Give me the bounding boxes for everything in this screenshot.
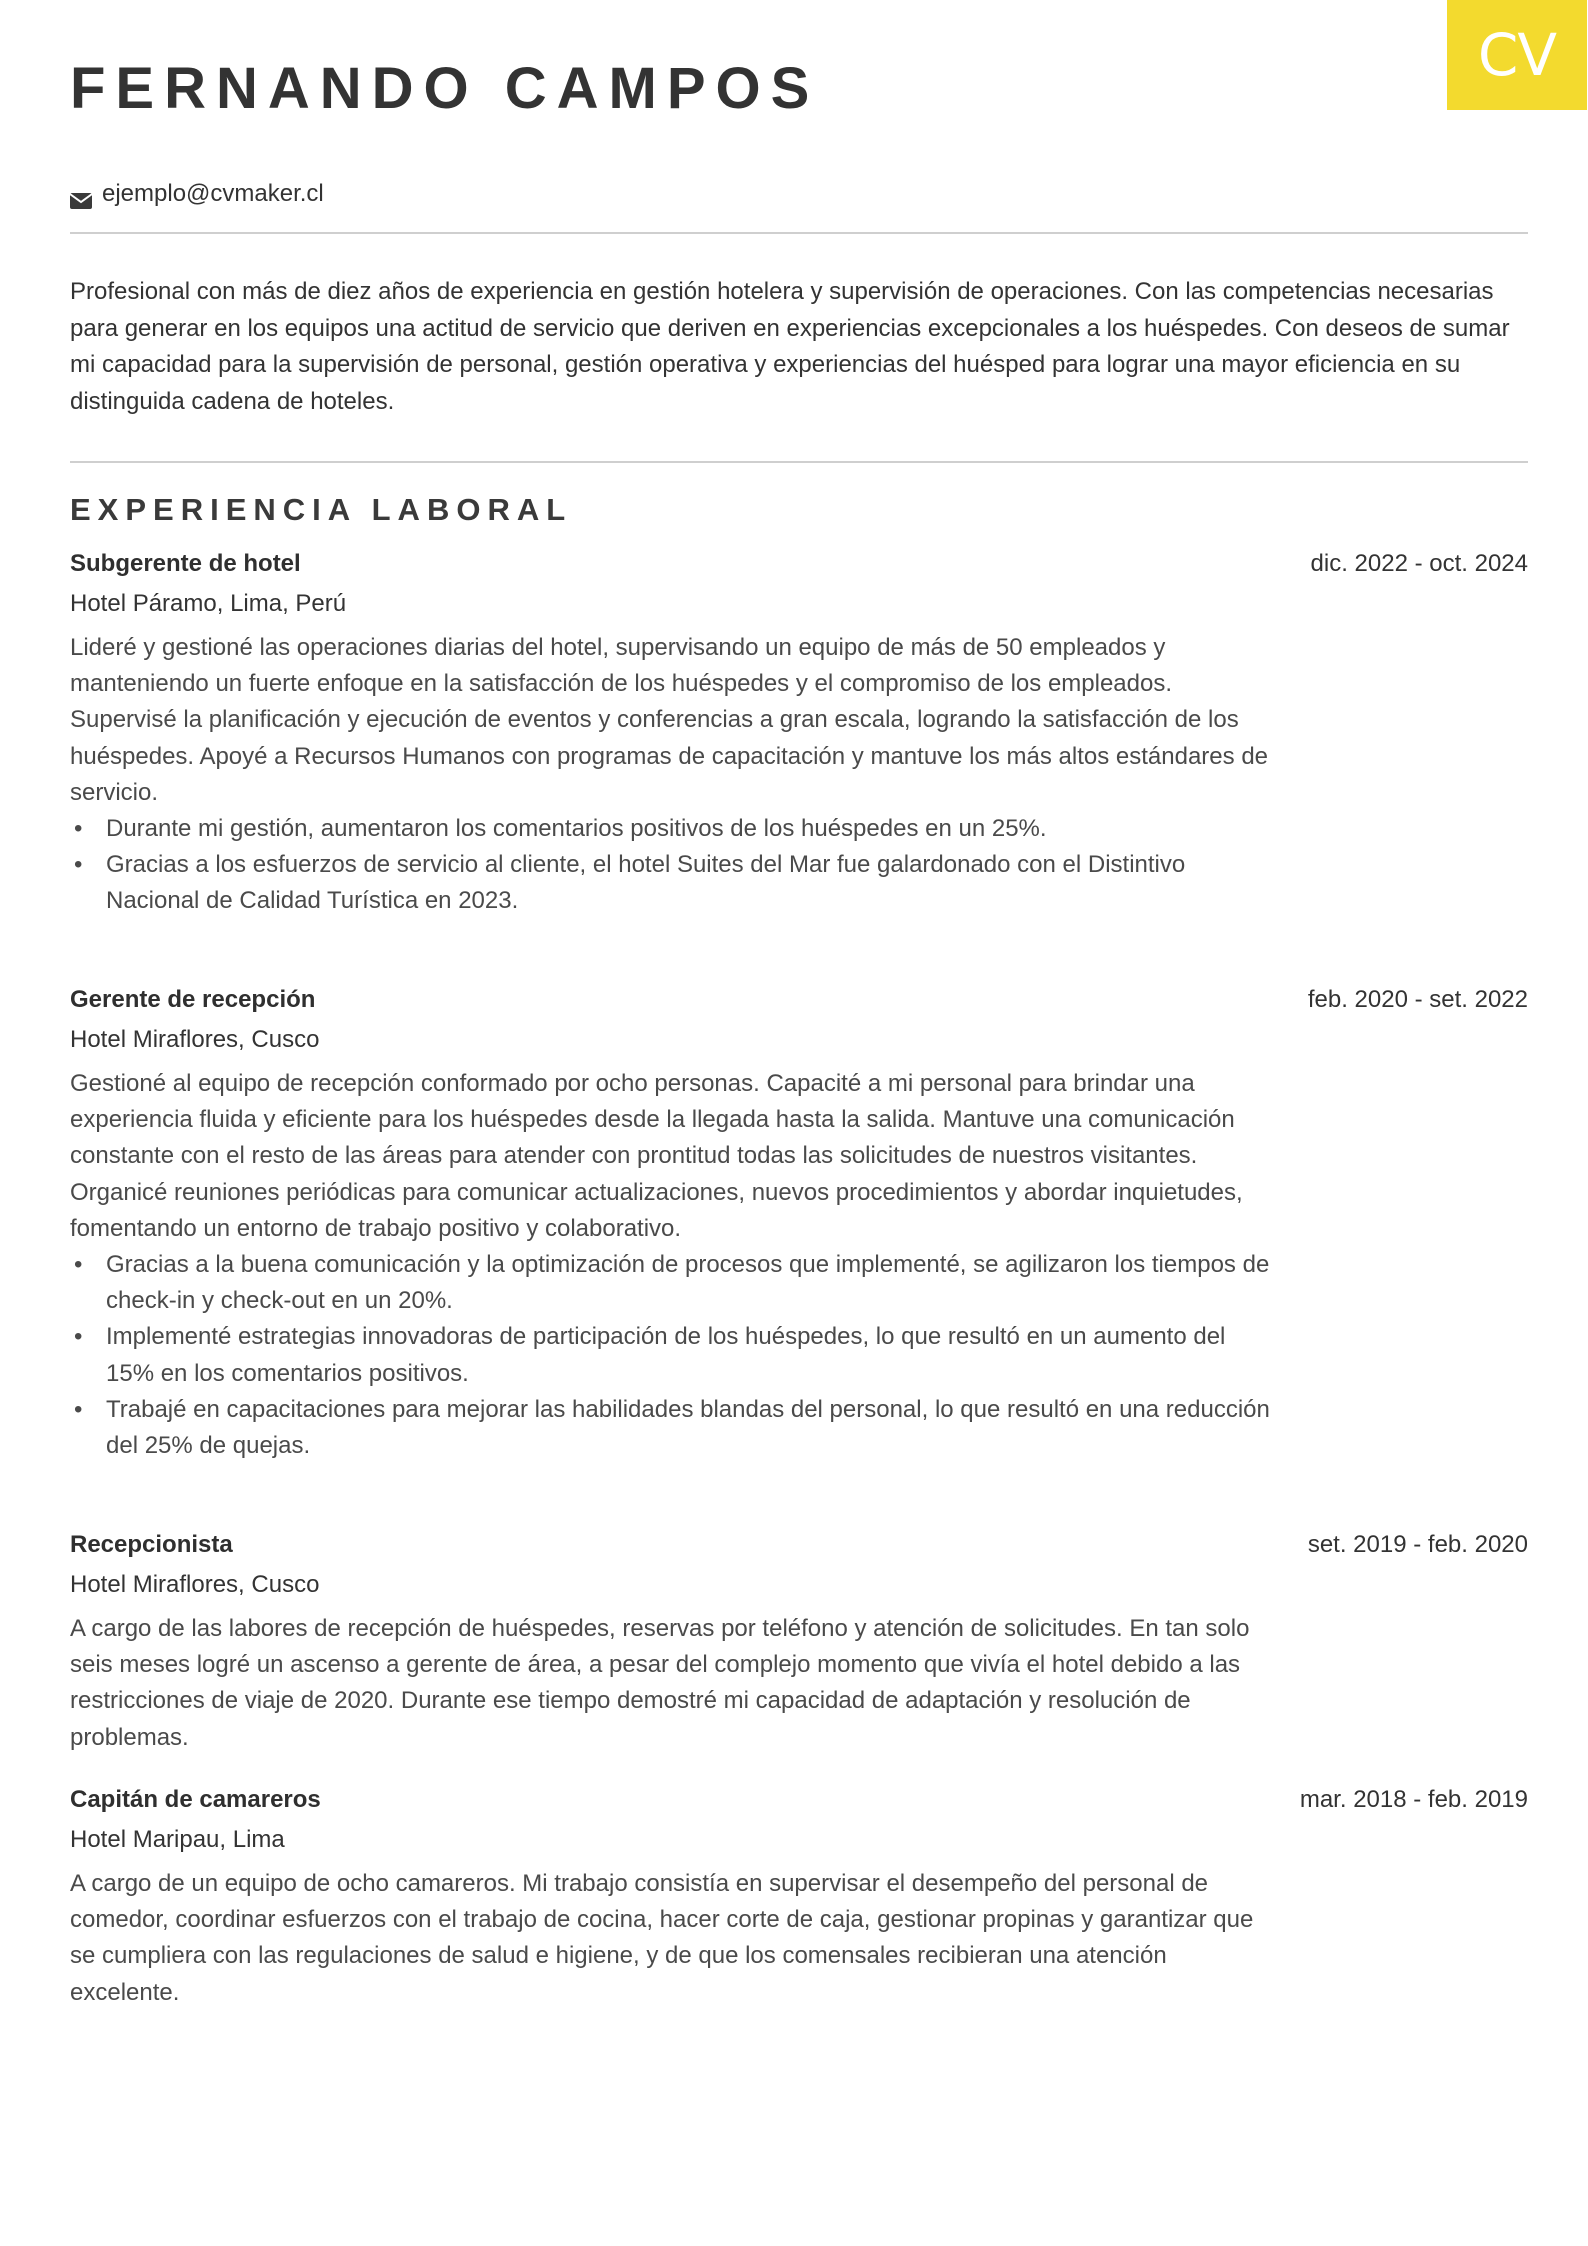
candidate-name: FERNANDO CAMPOS <box>70 56 820 121</box>
achievement-item: • Durante mi gestión, aumentaron los comentarios positivos de los huéspedes en un 25%. <box>70 811 1280 847</box>
job-description: A cargo de las labores de recepción de huéspedes, reservas por teléfono y atención de solicitudes. En tan solo seis meses logré un ascenso a gerente de área, a pesar del complejo momento que vivía el hotel debido a las restricciones de viaje de 2020. Durante ese tiempo demostré mi capacidad de adaptación y resolución de problemas. <box>70 1615 1250 1751</box>
bullet-icon: • <box>74 851 83 879</box>
job-date: feb. 2020 - set. 2022 <box>1307 986 1528 1013</box>
section-title-experience: EXPERIENCIA LABORAL <box>70 492 573 527</box>
achievement-item: • Implementé estrategias innovadoras de participación de los huéspedes, lo que resultó en un aumento del 15% en los comentarios positivos. <box>70 1319 1280 1391</box>
profile-summary: Profesional con más de diez años de experiencia en gestión hotelera y supervisión de operaciones. Con las competencias necesarias para generar en los equipos una actitud de servicio que deriven en experiencias excepcionales a los huéspedes. Con deseos de sumar mi capacidad para la supervisión de personal, gestión operativa y experiencias del huésped para lograr una mayor eficiencia en su distinguida cadena de hoteles. <box>70 278 1510 415</box>
job-entry <box>70 546 1528 920</box>
job-date: mar. 2018 - feb. 2019 <box>1299 1786 1528 1813</box>
achievement-item: • Gracias a la buena comunicación y la optimización de procesos que implementé, se agilizaron los tiempos de check-in y check-out en un 20%. <box>70 1247 1280 1319</box>
envelope-icon <box>70 186 92 202</box>
job-date: dic. 2022 - oct. 2024 <box>1310 550 1528 577</box>
bullet-icon: • <box>74 1323 83 1351</box>
email-text: ejemplo@cvmaker.cl <box>102 180 324 207</box>
job-description: Lideré y gestioné las operaciones diarias del hotel, supervisando un equipo de más de 50 empleados y manteniendo un fuerte enfoque en la satisfacción de los huéspedes y el compromiso de los empleados. Supervisé la planificación y ejecución de eventos y conferencias a gran escala, logrando la satisfacción de los huéspedes. Apoyé a Recursos Humanos con programas de capacitación y mantuve los más altos estándares de servicio. <box>70 634 1269 806</box>
bullet-icon: • <box>74 1251 83 1279</box>
job-entry <box>70 982 1528 1464</box>
bullet-icon: • <box>74 1395 83 1423</box>
job-title: Subgerente de hotel <box>70 550 301 577</box>
job-title: Gerente de recepción <box>70 986 316 1013</box>
job-company: Hotel Maripau, Lima <box>70 1826 285 1853</box>
job-entry <box>70 1782 1528 2011</box>
cv-logo-badge: CV <box>1447 0 1587 110</box>
divider <box>70 232 1528 234</box>
job-company: Hotel Páramo, Lima, Perú <box>70 590 347 617</box>
job-company: Hotel Miraflores, Cusco <box>70 1571 320 1598</box>
job-entry <box>70 1527 1528 1756</box>
achievement-item: • Gracias a los esfuerzos de servicio al cliente, el hotel Suites del Mar fue galardonado con el Distintivo Nacional de Calidad Turística en 2023. <box>70 847 1280 919</box>
bullet-icon: • <box>74 815 83 843</box>
job-description: A cargo de un equipo de ocho camareros. Mi trabajo consistía en supervisar el desempeño del personal de comedor, coordinar esfuerzos con el trabajo de cocina, hacer corte de caja, gestionar propinas y garantizar que se cumpliera con las regulaciones de salud e higiene, y de que los comensales recibieran una atención excelente. <box>70 1870 1254 2006</box>
divider <box>70 461 1528 463</box>
job-company: Hotel Miraflores, Cusco <box>70 1026 320 1053</box>
job-date: set. 2019 - feb. 2020 <box>1307 1531 1528 1558</box>
job-achievements <box>70 1247 1280 1464</box>
achievement-item: • Trabajé en capacitaciones para mejorar las habilidades blandas del personal, lo que resultó en una reducción del 25% de quejas. <box>70 1392 1280 1464</box>
job-description: Gestioné al equipo de recepción conformado por ocho personas. Capacité a mi personal para brindar una experiencia fluida y eficiente para los huéspedes desde la llegada hasta la salida. Mantuve una comunicación constante con el resto de las áreas para atender con prontitud todas las solicitudes de nuestros visitantes. Organicé reuniones periódicas para comunicar actualizaciones, nuevos procedimientos y abordar inquietudes, fomentando un entorno de trabajo positivo y colaborativo. <box>70 1070 1243 1242</box>
job-title: Capitán de camareros <box>70 1786 321 1813</box>
job-title: Recepcionista <box>70 1531 233 1558</box>
job-achievements <box>70 811 1280 920</box>
contact-email-row <box>70 178 324 210</box>
